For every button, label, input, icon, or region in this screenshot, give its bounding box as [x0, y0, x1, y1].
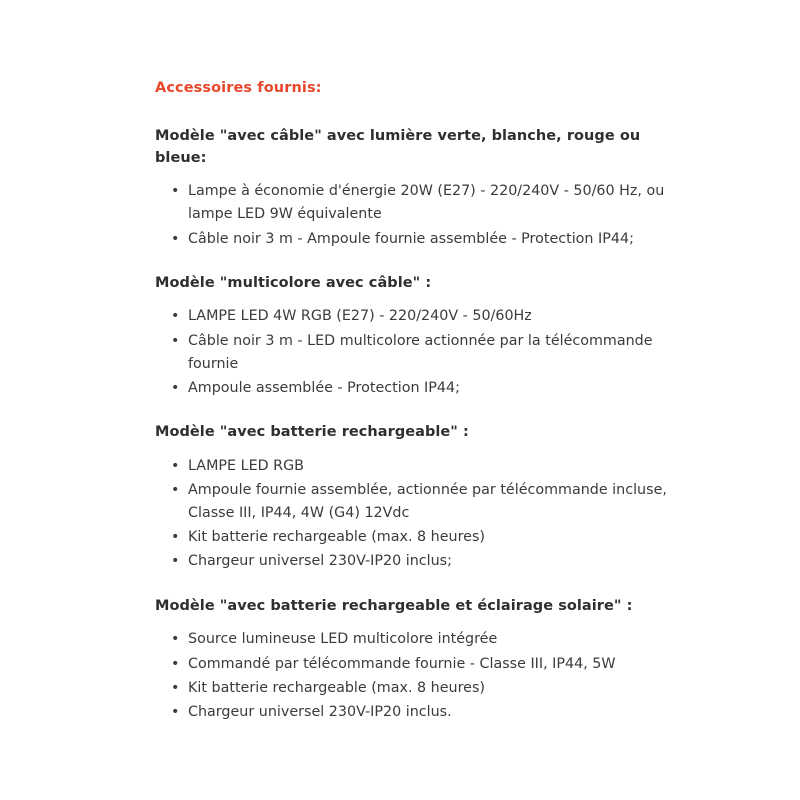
spec-group: [155, 273, 680, 400]
list-item-text: Chargeur universel 230V-IP20 inclus.: [188, 703, 452, 720]
bullet-icon: •: [171, 631, 180, 648]
spec-group: [155, 422, 680, 574]
group-heading: Modèle "avec câble" avec lumière verte, blanche, rouge ou bleue:: [155, 127, 641, 166]
bullet-icon: •: [171, 379, 180, 396]
spec-group: [155, 126, 680, 251]
spec-list: [155, 305, 680, 400]
list-item: [155, 550, 680, 573]
spec-list: [155, 628, 680, 724]
bullet-icon: •: [171, 482, 180, 498]
list-item: [155, 479, 680, 525]
list-item-text: Ampoule fournie assemblée, actionnée par télécommande incluse, Classe III, IP44, 4W (G4) 12Vdc: [188, 482, 667, 522]
spec-list: [155, 455, 680, 574]
list-item: [155, 653, 680, 676]
list-item: [155, 455, 680, 478]
bullet-icon: •: [171, 679, 180, 696]
group-heading: Modèle "multicolore avec câble" :: [155, 274, 432, 291]
list-item: [155, 228, 680, 251]
spec-group: [155, 596, 680, 724]
list-item-text: Lampe à économie d'énergie 20W (E27) - 220/240V - 50/60 Hz, ou lampe LED 9W équivalente: [188, 183, 665, 223]
list-item: [155, 180, 680, 226]
spec-list: [155, 180, 680, 250]
list-item-text: LAMPE LED RGB: [188, 457, 304, 474]
bullet-icon: •: [171, 553, 180, 570]
group-heading: Modèle "avec batterie rechargeable" :: [155, 424, 469, 441]
section-title: Accessoires fournis:: [155, 80, 322, 96]
list-item-text: Kit batterie rechargeable (max. 8 heures): [188, 529, 485, 546]
list-item-text: Source lumineuse LED multicolore intégrée: [188, 631, 498, 648]
list-item: [155, 305, 680, 328]
bullet-icon: •: [171, 529, 180, 546]
list-item: [155, 377, 680, 400]
bullet-icon: •: [171, 230, 180, 247]
bullet-icon: •: [171, 655, 180, 672]
list-item: [155, 628, 680, 651]
bullet-icon: •: [171, 703, 180, 720]
bullet-icon: •: [171, 457, 180, 474]
bullet-icon: •: [171, 308, 180, 325]
list-item: [155, 526, 680, 549]
list-item: [155, 677, 680, 700]
list-item-text: Câble noir 3 m - LED multicolore actionnée par la télécommande fournie: [188, 332, 653, 372]
list-item: [155, 701, 680, 724]
bullet-icon: •: [171, 332, 180, 349]
list-item-text: Chargeur universel 230V-IP20 inclus;: [188, 553, 452, 570]
bullet-icon: •: [171, 183, 180, 200]
list-item: [155, 330, 680, 376]
list-item-text: Ampoule assemblée - Protection IP44;: [188, 379, 460, 396]
group-heading: Modèle "avec batterie rechargeable et éclairage solaire" :: [155, 597, 633, 614]
list-item-text: Kit batterie rechargeable (max. 8 heures): [188, 679, 485, 696]
list-item-text: Commandé par télécommande fournie - Classe III, IP44, 5W: [188, 655, 616, 672]
list-item-text: Câble noir 3 m - Ampoule fournie assemblée - Protection IP44;: [188, 230, 634, 247]
list-item-text: LAMPE LED 4W RGB (E27) - 220/240V - 50/60Hz: [188, 308, 532, 325]
